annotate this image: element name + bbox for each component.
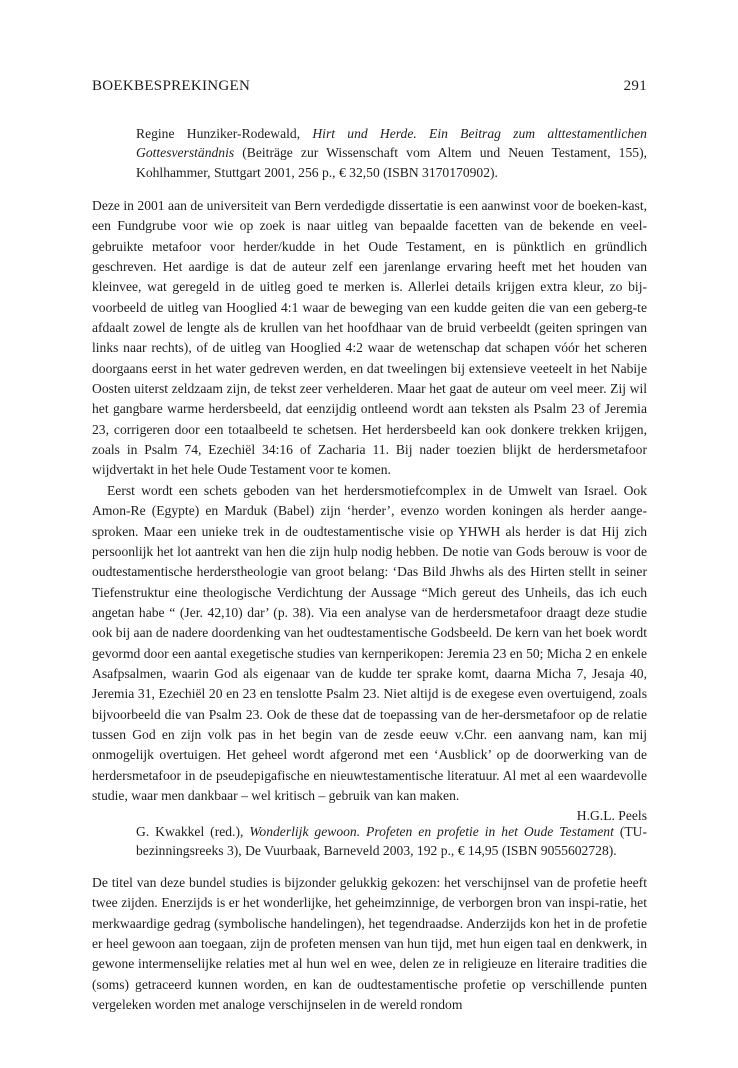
- page-number: 291: [623, 78, 647, 94]
- review1-book-title: Hirt und Herde. Ein Beitrag zum alttestamentlichen Gottesverständnis: [136, 126, 647, 161]
- review1-paragraph-1: Deze in 2001 aan de universiteit van Bern verdedigde dissertatie is een aanwinst voor de boeken-kast, een Fundgrube voor wie op zoek is naar uitleg van bepaalde facetten van de bekende en veel-gebruikte metafoor voor herder/kudde in het Oude Testament, en is pünktlich en gründlich geschreven. Het aardige is dat de auteur zelf een jarenlange ervaring heeft met het houden van kleinvee, wat geregeld in de uitleg goed te merken is. Allerlei details krijgen extra kleur, zo bij-voorbeeld de uitleg van Hooglied 4:1 waar de beweging van een kudde geiten die van een geberg-te afdaalt zowel de lengte als de krullen van het hoofdhaar van de bruid verbeeldt (geiten springen van links naar rechts), of de uitleg van Hooglied 4:2 waar de wetenschap dat schapen vóór het scheren doorgaans eerst in het water gedreven werden, en dat tweelingen bij extensieve veeteelt in het Nabije Oosten uiterst zeldzaam zijn, de tekst zeer verhelderen. Maar het gaat de auteur om veel meer. Zij wil het gangbare warme herdersbeeld, dat eenzijdig ontleend wordt aan teksten als Psalm 23 of Jeremia 23, corrigeren door een totaalbeeld te schetsen. Het herdersbeeld kan ook donkere trekken krijgen, zoals in Psalm 74, Ezechiël 34:16 of Zacharia 11. Bij nader toezien blijkt de herdersmetafoor wijdvertakt in het hele Oude Testament voor te komen.: [92, 198, 647, 478]
- review2-book-author: G. Kwakkel (red.),: [136, 824, 244, 839]
- review2-paragraph-1: De titel van deze bundel studies is bijzonder gelukkig gekozen: het verschijnsel van de profetie heeft twee zijden. Enerzijds is er het wonderlijke, het geheimzinnige, de verborgen bron van inspi-ratie, het merkwaardige gedrag (symbolische handelingen), het tegendraadse. Anderzijds kon het in de profetie er heel gewoon aan toegaan, zijn de profeten mensen van hun tijd, met hun eigen taal en denkwerk, in gewone intermenselijke relaties met al hun wel en wee, delen ze in religieuze en literaire tradities die (soms) getraceerd kunnen worden, en kan de oudtestamentische profetie op verschillende punten vergeleken worden met analoge verschijnselen in de wereld rondom: [92, 875, 647, 1013]
- review2-book-details: (TU-bezinningsreeks 3), De Vuurbaak, Barneveld 2003, 192 p., € 14,95 (ISBN 9055602728).: [136, 824, 647, 859]
- section-title: BOEKBESPREKINGEN: [92, 78, 251, 94]
- review1-paragraph-2: Eerst wordt een schets geboden van het herdersmotiefcomplex in de Umwelt van Israel. Ook Amon-Re (Egypte) en Marduk (Babel) zijn ‘herder’, evenzo worden koningen als herder aange-sproken. Maar een unieke trek in de oudtestamentische visie op YHWH als herder is dat Hij zich persoonlijk het lot aantrekt van hen die zijn hulp nodig hebben. De notie van Gods berouw is voor de oudtestamentische herderstheologie van groot belang: ‘Das Bild Jhwhs als des Hirten stellt in seiner Tiefenstruktur eine theologische Verdichtung der Aussage “Mich gereut des Unheils, das ich euch angetan habe “ (Jer. 42,10) dar’ (p. 38). Via een analyse van de herdersmetafoor draagt deze studie ook bij aan de nadere doordenking van het oudtestamentische Godsbeeld. De kern van het boek wordt gevormd door een aantal exegetische studies van kernperikopen: Jeremia 23 en 50; Micha 2 en enkele Asafpsalmen, waarin God als eigenaar van de kudde ter sprake komt, daarna Micha 7, Jesaja 40, Jeremia 31, Ezechiël 20 en 23 en tenslotte Psalm 23. Niet altijd is de exegese even overtuigend, zoals bijvoorbeeld die van Psalm 23. Ook de these dat de toepassing van de her-dersmetafoor op de relatie tussen God en zijn volk pas in het begin van de zesde eeuw v.Chr. een aanvang nam, kan mij onmogelijk overtuigen. Het geheel wordt afgerond met een ‘Ausblick’ op de doorwerking van de herdersmetafoor in de pseudepigafische en nieuwtestamentische literatuur. Al met al een waardevolle studie, waar men dankbaar – wel kritisch – gebruik van kan maken.: [92, 482, 647, 803]
- review1-book-author: Regine Hunziker-Rodewald,: [136, 126, 301, 141]
- review2-body: [92, 873, 647, 1015]
- review1-body: [92, 196, 647, 827]
- review2-bibliographic-entry: [136, 822, 647, 861]
- review1-bibliographic-entry: [136, 124, 647, 182]
- review1-book-details: (Beiträge zur Wissenschaft vom Altem und Neuen Testament, 155), Kohlhammer, Stuttgart 2001, 256 p., € 32,50 (ISBN 3170170902).: [136, 145, 647, 180]
- review2-book-title: Wonderlijk gewoon. Profeten en profetie in het Oude Testament: [249, 824, 614, 839]
- review1-reviewer-name: H.G.L. Peels: [576, 808, 647, 824]
